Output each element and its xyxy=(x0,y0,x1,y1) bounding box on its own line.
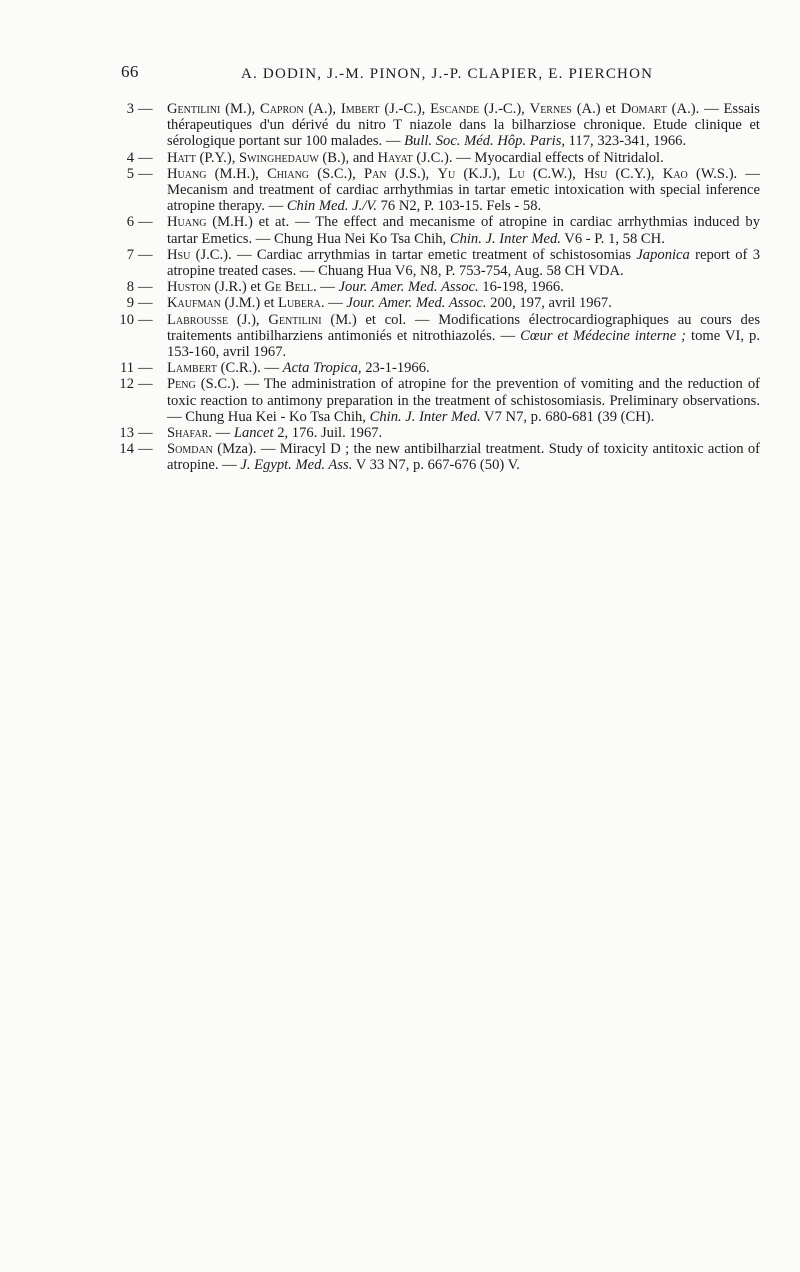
reference-entry xyxy=(110,166,760,215)
reference-segment: (M.H.) et at. — The effect and mecanisme of atropine in cardiac arrhythmias induced by tartar Emetics. — Chung Hua Nei Ko Tsa Chih, xyxy=(167,214,760,247)
reference-segment: (J.S.), xyxy=(386,165,438,182)
page-number: 66 xyxy=(121,62,139,81)
reference-text xyxy=(167,101,760,149)
reference-segment: (C.Y.), xyxy=(607,165,663,182)
reference-number: 5 xyxy=(126,165,134,182)
reference-text xyxy=(167,247,760,279)
reference-segment: (Mza). — Miracyl D ; the new antibilharzial treatment. Study of toxicity antitoxic action of atropine. — xyxy=(167,441,760,474)
reference-text xyxy=(167,279,564,295)
journal-title: Jour. Amer. Med. Assoc. xyxy=(346,295,487,312)
reference-text xyxy=(167,425,382,441)
reference-entry xyxy=(110,360,760,376)
reference-entry xyxy=(110,247,760,279)
journal-title: Acta Tropica, xyxy=(282,360,362,377)
reference-segment: (A.). — Essais thérapeutiques d'un dérivé du nitro T niazole dans la bilharziose chronique. Etude clinique et sérologique portant sur 100 malades. — xyxy=(167,101,760,150)
reference-segment: 2, 176. Juil. 1967. xyxy=(273,425,383,442)
reference-segment: (M.H.), xyxy=(206,165,268,182)
author-name: Kao xyxy=(662,165,688,182)
reference-entry xyxy=(110,101,760,150)
reference-segment: (C.R.). — xyxy=(216,360,283,377)
author-name: Domart xyxy=(620,101,667,117)
author-name: Gentilini xyxy=(167,101,221,117)
reference-text xyxy=(167,441,760,473)
reference-entry xyxy=(110,441,760,473)
author-name: Capron xyxy=(259,101,304,117)
reference-text xyxy=(167,376,760,424)
journal-title: Jour. Amer. Med. Assoc. xyxy=(338,279,479,296)
author-name: Pan xyxy=(363,165,387,182)
reference-text xyxy=(167,312,760,360)
journal-title: Chin. J. Inter Med. xyxy=(449,230,561,247)
reference-dash: — xyxy=(138,165,153,182)
reference-segment: 23-1-1966. xyxy=(361,360,430,377)
author-name: Yu xyxy=(437,165,456,182)
reference-dash: — xyxy=(138,311,153,328)
reference-segment: (W.S.). — Mecanism and treatment of cardiac arrhythmias in tartar emetic intoxication with special inference atropine therapy. — xyxy=(167,165,761,215)
reference-dash: — xyxy=(138,149,153,166)
reference-segment: (A.) et xyxy=(571,101,621,117)
reference-segment: (J.-C.), xyxy=(479,101,530,117)
reference-number: 4 xyxy=(126,149,134,166)
journal-title: Chin. J. Inter Med. xyxy=(369,408,481,425)
reference-segment: 76 N2, P. 103-15. Fels - 58. xyxy=(376,198,542,215)
reference-segment: (J.R.) et xyxy=(210,279,265,296)
author-name: Shafar xyxy=(167,425,209,442)
reference-segment: (J.), xyxy=(228,311,269,328)
journal-title: Lancet xyxy=(233,425,274,442)
reference-dash: — xyxy=(138,279,153,296)
reference-entry xyxy=(110,376,760,425)
reference-segment: (J.-C.), xyxy=(379,101,431,117)
author-name: Labrousse xyxy=(167,311,229,328)
reference-number: 9 xyxy=(126,295,134,312)
author-name: Vernes xyxy=(529,101,572,117)
reference-dash: — xyxy=(138,376,153,393)
author-name: Escande xyxy=(430,101,480,117)
reference-segment: V6 - P. 1, 58 CH. xyxy=(560,230,665,247)
reference-segment: tome VI, p. 153-160, avril 1967. xyxy=(167,327,761,361)
author-name: Lambert xyxy=(167,360,217,377)
reference-number: 7 xyxy=(126,246,134,263)
journal-title: Bull. Soc. Méd. Hôp. Paris, xyxy=(404,133,566,150)
reference-number: 13 xyxy=(119,425,134,442)
journal-title: Japonica xyxy=(636,246,690,263)
author-name: Gentilini xyxy=(268,311,322,328)
reference-segment: V7 N7, p. 680-681 (39 (CH). xyxy=(480,408,655,425)
reference-segment: (K.J.), xyxy=(455,165,509,182)
author-name: Huang xyxy=(167,214,207,231)
reference-dash: — xyxy=(138,214,153,231)
reference-number: 10 xyxy=(119,311,134,328)
author-name: Peng xyxy=(167,376,196,393)
reference-text xyxy=(167,166,760,214)
reference-segment: . — xyxy=(320,295,347,312)
reference-dash: — xyxy=(138,441,153,458)
reference-segment: 117, 323-341, 1966. xyxy=(565,133,687,150)
reference-entry xyxy=(110,214,760,246)
reference-entry xyxy=(110,150,760,166)
reference-entry xyxy=(110,425,760,441)
reference-segment: (M.), xyxy=(220,101,260,117)
journal-title: Cœur et Médecine interne ; xyxy=(520,327,687,344)
reference-segment: (A.), xyxy=(303,101,341,117)
reference-text xyxy=(167,214,760,246)
journal-title: Chin Med. J./V. xyxy=(286,198,377,215)
author-name: Somdan xyxy=(167,441,213,458)
journal-title: J. Egypt. Med. Ass. xyxy=(240,457,353,474)
running-head: A. DODIN, J.-M. PINON, J.-P. CLAPIER, E. PIERCHON xyxy=(241,66,654,82)
reference-entry xyxy=(110,312,760,361)
reference-segment: . — xyxy=(208,425,234,442)
reference-list xyxy=(110,101,760,474)
author-name: Lu xyxy=(508,165,525,182)
author-name: Lubera xyxy=(278,295,321,312)
author-name: Swinghedauw xyxy=(239,149,319,166)
reference-number: 11 xyxy=(119,360,134,377)
reference-text xyxy=(167,150,664,166)
reference-number: 3 xyxy=(126,101,134,117)
reference-segment: (C.W.), xyxy=(524,165,584,182)
reference-number: 14 xyxy=(119,441,134,458)
author-name: Ge Bell xyxy=(264,279,313,296)
reference-segment: (J.C.). — Cardiac arrythmias in tartar emetic treatment of schistosomias xyxy=(190,246,637,263)
author-name: Hsu xyxy=(583,165,608,182)
reference-number: 6 xyxy=(126,214,134,231)
reference-entry xyxy=(110,295,760,311)
reference-segment: . — xyxy=(312,279,339,296)
reference-segment: 200, 197, avril 1967. xyxy=(486,295,612,312)
author-name: Chiang xyxy=(267,165,310,182)
reference-text xyxy=(167,295,612,311)
reference-segment: (M.) et col. — Modifications électrocardiographiques au cours des traitements antibilharziens antimoniés et nitrothiazolés. — xyxy=(167,311,760,344)
reference-text xyxy=(167,360,430,376)
reference-segment: (P.Y.), xyxy=(195,149,239,166)
reference-number: 8 xyxy=(126,279,134,296)
reference-dash: — xyxy=(138,295,153,312)
reference-number: 12 xyxy=(119,376,134,393)
reference-segment: V 33 N7, p. 667-676 (50) V. xyxy=(352,457,520,474)
reference-entry xyxy=(110,279,760,295)
author-name: Huang xyxy=(167,165,207,182)
author-name: Hayat xyxy=(377,149,413,166)
reference-segment: 16-198, 1966. xyxy=(478,279,564,296)
author-name: Imbert xyxy=(340,101,380,117)
reference-segment: (J.M.) et xyxy=(220,295,279,312)
reference-segment: (B.), and xyxy=(318,149,378,166)
author-name: Hatt xyxy=(167,149,196,166)
reference-segment: (S.C.). — The administration of atropine for the prevention of vomiting and the reduction of toxic reaction to antimony preparation in the treatment of schistosomiasis. Preliminary observations. — Chung Hua Kei - Ko Tsa Chih, xyxy=(167,376,760,425)
author-name: Hsu xyxy=(167,246,191,263)
reference-segment: (J.C.). — Myocardial effects of Nitridalol. xyxy=(412,149,664,166)
reference-segment: report of 3 atropine treated cases. — Chuang Hua V6, N8, P. 753-754, Aug. 58 CH VDA. xyxy=(167,246,760,280)
reference-dash: — xyxy=(138,101,153,117)
reference-dash: — xyxy=(138,425,153,442)
reference-dash: — xyxy=(138,360,153,377)
author-name: Kaufman xyxy=(167,295,221,312)
reference-segment: (S.C.), xyxy=(309,165,364,182)
reference-dash: — xyxy=(138,246,153,263)
author-name: Huston xyxy=(167,279,211,296)
